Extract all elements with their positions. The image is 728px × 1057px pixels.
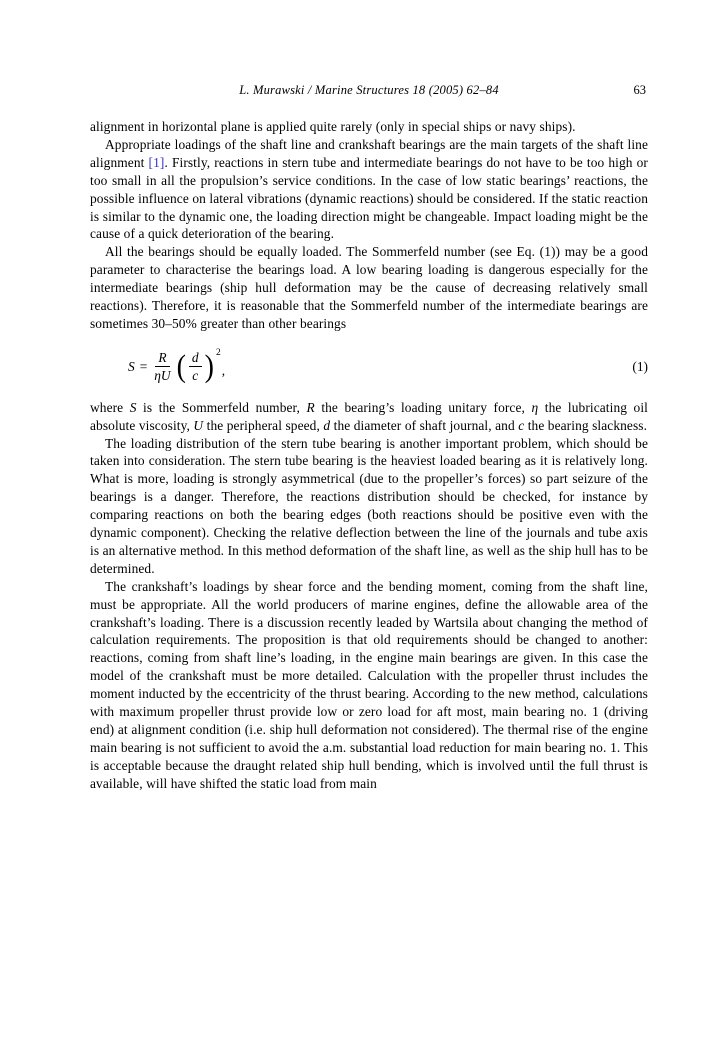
paragraph bbox=[90, 243, 648, 333]
article-body-top bbox=[90, 118, 648, 333]
text-segment: The loading distribution of the stern tube bearing is another important problem, which should be taken into consideration. The stern tube bearing is the heaviest loaded bearing as it is relatively long. What is more, loading is strongly asymmetrical (due to the propeller’s forces) so part seizure of the bearings is a danger. Therefore, the reactions distribution should be checked, for instance by comparing reactions on both the bearing edges (both reactions should be positive even with the dynamic component). Checking the relative deflection between the line of the journals and tube axis is an alternative method. In this method deformation of the shaft line, as well as the ship hull has to be determined. bbox=[90, 435, 649, 576]
variable-symbol: R bbox=[306, 399, 315, 415]
equation bbox=[90, 347, 648, 385]
text-segment: where bbox=[90, 399, 130, 415]
text-segment: alignment in horizontal plane is applied quite rarely (only in special ships or navy ships). bbox=[90, 119, 576, 134]
equation-exponent: 2 bbox=[215, 347, 221, 358]
text-segment: the peripheral speed, bbox=[203, 417, 324, 433]
text-segment: The crankshaft’s loadings by shear force and the bending moment, coming from the shaft line, must be appropriate. All the world producers of marine engines, define the allowable area of the crankshaft’s loading. There is a discussion recently leaded by Wartsila about changing the method of calculation requirements. The proposition is that old requirements should be changed to another: reactions, coming from shaft line’s loading, in the engine main bearings are given. In this case the model of the crankshaft must be more detailed. Calculation with the propeller thrust includes the moment inducted by the eccentricity of the thrust bearing. According to the new method, calculations with maximum propeller thrust provide low or zero load for aft most, main bearing no. 1 (driving end) at alignment condition (i.e. ship hull deformation not considered). The thermal rise of the engine main bearing is not sufficient to avoid the a.m. substantial load reduction for main bearing no. 1. This is acceptable because the draught related ship hull bending, which is involved until the full thrust is available, will have shifted the static load from main bbox=[90, 578, 648, 791]
equation-fraction-dc bbox=[189, 350, 202, 384]
text-segment: is the Sommerfeld number, bbox=[136, 399, 307, 415]
citation-link[interactable]: [1] bbox=[148, 154, 165, 170]
variable-symbol: U bbox=[193, 417, 204, 433]
text-segment: All the bearings should be equally loaded. The Sommerfeld number (see Eq. (1)) may be a good parameter to characterise the bearings load. A low bearing loading is dangerous especially for the intermediate bearings (ship hull deformation may be the cause of decreasing relatively small reactions). Therefore, it is reasonable that the Sommerfeld number of the intermediate bearings are sometimes 30–50% greater than other bearings bbox=[90, 244, 648, 331]
variable-symbol: η bbox=[531, 399, 539, 415]
text-segment: Appropriate loadings of the shaft line and crankshaft bearings are the main targets of the shaft line alignment bbox=[90, 136, 648, 170]
paragraph bbox=[90, 136, 648, 243]
paragraph bbox=[90, 118, 648, 136]
paragraph bbox=[90, 435, 648, 578]
equation-lhs: S bbox=[128, 358, 135, 374]
text-segment: . Firstly, reactions in stern tube and intermediate bearings do not have to be too high or too small in all the propulsion’s service conditions. In the case of low static bearings’ reactions, the possible influence on lateral vibrations (dynamic reactions) should be considered. If the static reaction is similar to the dynamic one, the loading direction might be changeable. Impact loading might be the cause of a quick deterioration of the bearing. bbox=[90, 154, 648, 242]
equation-fraction-RnU bbox=[154, 350, 170, 384]
paragraph bbox=[90, 578, 648, 793]
text-segment: the bearing slackness. bbox=[524, 417, 648, 433]
equation-frac2-denominator: c bbox=[192, 368, 199, 384]
variable-symbol: d bbox=[323, 417, 331, 433]
text-segment: the bearing’s loading unitary force, bbox=[314, 399, 532, 415]
text-segment: the diameter of shaft journal, and bbox=[330, 417, 519, 433]
running-head-title: L. Murawski / Marine Structures 18 (2005) 62–84 bbox=[239, 83, 499, 97]
text-segment: the lubricating oil absolute viscosity, bbox=[90, 399, 648, 433]
article-body-bottom bbox=[90, 399, 648, 793]
page-number: 63 bbox=[633, 83, 646, 97]
article-body bbox=[90, 118, 648, 793]
equation-number: (1) bbox=[632, 358, 648, 374]
equation-trailing-comma: , bbox=[221, 362, 226, 378]
equation-frac2-numerator: d bbox=[189, 350, 202, 367]
equation-close-paren: ) bbox=[204, 348, 214, 385]
variable-symbol: c bbox=[518, 417, 525, 433]
equation-open-paren: ( bbox=[176, 348, 186, 385]
equation-frac1-denominator: ηU bbox=[154, 368, 171, 384]
variable-symbol: S bbox=[129, 399, 137, 415]
equation-equals: = bbox=[139, 358, 148, 374]
paragraph bbox=[90, 399, 648, 435]
equation-content bbox=[128, 347, 226, 385]
running-header bbox=[90, 82, 648, 98]
equation-frac1-numerator: R bbox=[155, 350, 169, 367]
